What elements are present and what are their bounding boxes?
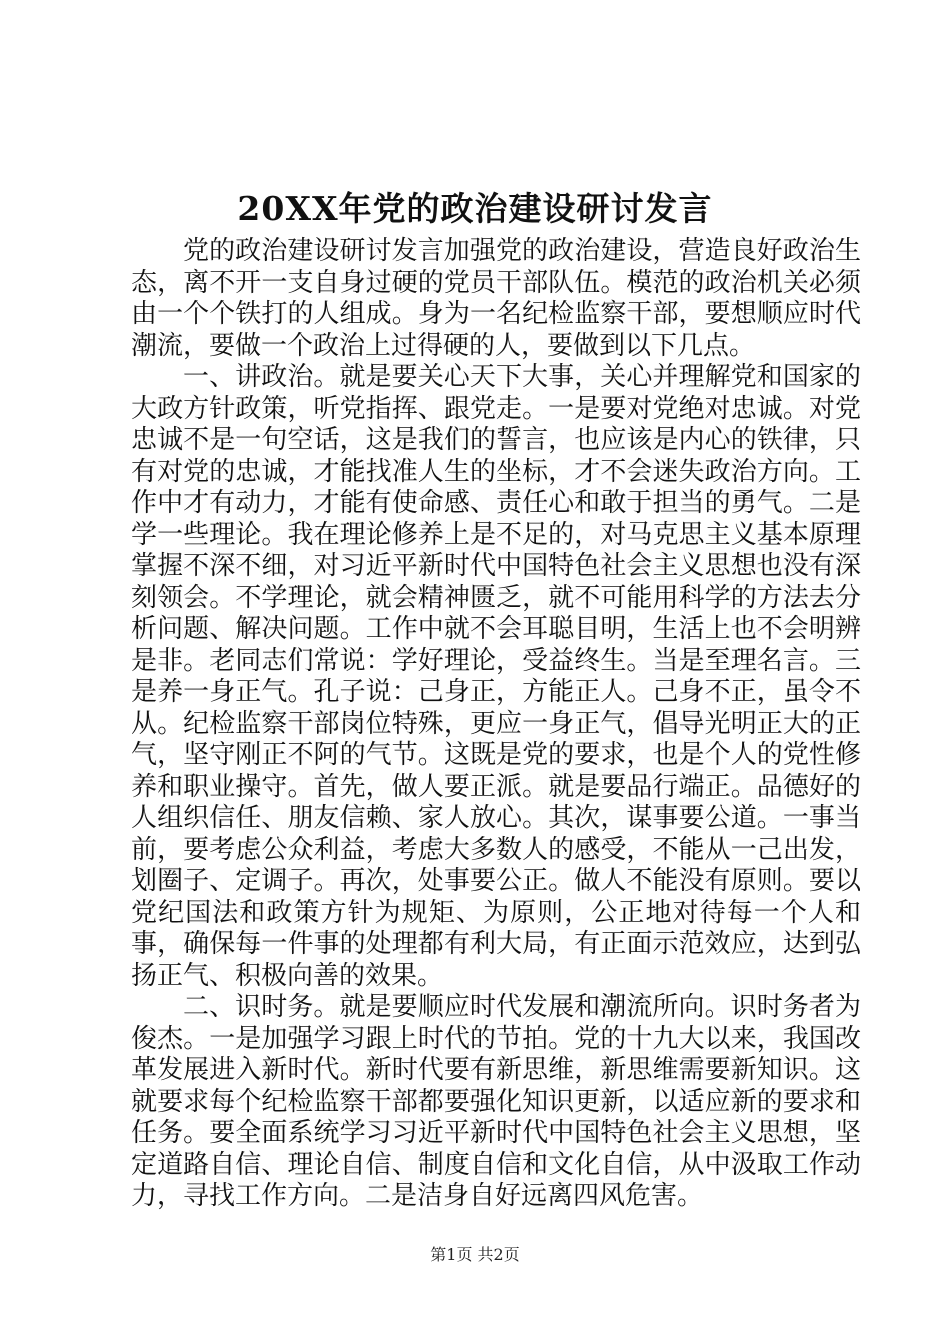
document-body — [131, 236, 861, 1213]
paragraph-section-two: 二、识时务。就是要顺应时代发展和潮流所向。识时务者为俊杰。一是加强学习跟上时代的节拍。党的十九大以来，我国改革发展进入新时代。新时代要有新思维，新思维需要新知识。这就要求每个纪检监察干部都要强化知识更新，以适应新的要求和任务。要全面系统学习习近平新时代中国特色社会主义思想，坚定道路自信、理论自信、制度自信和文化自信，从中汲取工作动力，寻找工作方向。二是洁身自好远离四风危害。 — [131, 992, 861, 1211]
paragraph-section-one: 一、讲政治。就是要关心天下大事，关心并理解党和国家的大政方针政策，听党指挥、跟党走。一是要对党绝对忠诚。对党忠诚不是一句空话，这是我们的誓言，也应该是内心的铁律，只有对党的忠诚，才能找准人生的坐标，才不会迷失政治方向。工作中才有动力，才能有使命感、责任心和敢于担当的勇气。二是学一些理论。我在理论修养上是不足的，对马克思主义基本原理掌握不深不细，对习近平新时代中国特色社会主义思想也没有深刻领会。不学理论，就会精神匮乏，就不可能用科学的方法去分析问题、解决问题。工作中就不会耳聪目明，生活上也不会明辨是非。老同志们常说：学好理论，受益终生。当是至理名言。三是养一身正气。孔子说：己身正，方能正人。己身不正，虽令不从。纪检监察干部岗位特殊，更应一身正气，倡导光明正大的正气，坚守刚正不阿的气节。这既是党的要求，也是个人的党性修养和职业操守。首先，做人要正派。就是要品行端正。品德好的人组织信任、朋友信赖、家人放心。其次，谋事要公道。一事当前，要考虑公众利益，考虑大多数人的感受，不能从一己出发，划圈子、定调子。再次，处事要公正。做人不能没有原则。要以党纪国法和政策方针为规矩、为原则，公正地对待每一个人和事，确保每一件事的处理都有利大局，有正面示范效应，达到弘扬正气、积极向善的效果。 — [131, 362, 861, 991]
paragraph-intro: 党的政治建设研讨发言加强党的政治建设，营造良好政治生态，离不开一支自身过硬的党员干部队伍。模范的政治机关必须由一个个铁打的人组成。身为一名纪检监察干部，要想顺应时代潮流，要做一个政治上过得硬的人，要做到以下几点。 — [131, 236, 861, 361]
page-number-footer: 第1页 共2页 — [430, 1245, 520, 1264]
document-title: 20XX年党的政治建设研讨发言 — [237, 189, 713, 228]
